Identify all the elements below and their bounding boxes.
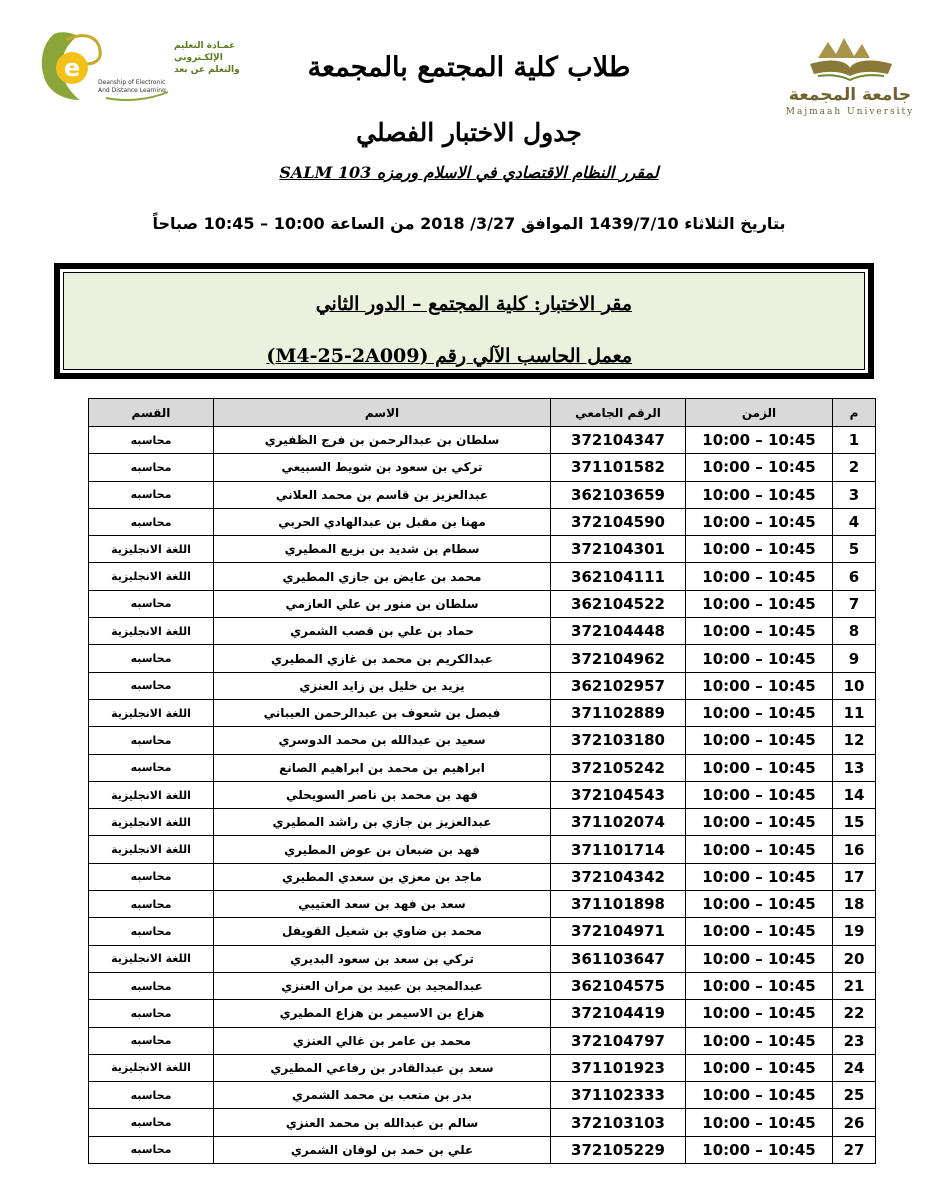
cell-name: علي بن حمد بن لوفان الشمري	[214, 1136, 551, 1163]
header-name: الاسم	[214, 399, 551, 427]
cell-name: محمد بن عايض بن جازي المطيري	[214, 563, 551, 590]
venue-box	[54, 263, 874, 379]
cell-name: عبدالعزيز بن جازي بن راشد المطيري	[214, 809, 551, 836]
cell-no: 18	[833, 891, 876, 918]
cell-dept: اللغة الانجليزية	[89, 618, 214, 645]
cell-dept: محاسبه	[89, 1027, 214, 1054]
cell-no: 22	[833, 1000, 876, 1027]
cell-no: 23	[833, 1027, 876, 1054]
venue-inner	[63, 272, 865, 370]
cell-dept: محاسبه	[89, 672, 214, 699]
cell-dept: محاسبه	[89, 1082, 214, 1109]
cell-no: 12	[833, 727, 876, 754]
table-row	[89, 508, 876, 535]
cell-id: 372104301	[551, 536, 686, 563]
cell-name: تركي بن سعود بن شويط السبيعي	[214, 454, 551, 481]
cell-name: سعد بن فهد بن سعد العتيبي	[214, 891, 551, 918]
cell-id: 372104419	[551, 1000, 686, 1027]
cell-time: 10:00 – 10:45	[686, 536, 833, 563]
header-id: الرقم الجامعي	[551, 399, 686, 427]
cell-no: 2	[833, 454, 876, 481]
cell-time: 10:00 – 10:45	[686, 454, 833, 481]
cell-time: 10:00 – 10:45	[686, 481, 833, 508]
cell-time: 10:00 – 10:45	[686, 508, 833, 535]
cell-time: 10:00 – 10:45	[686, 672, 833, 699]
svg-text:جامعة المجمعة: جامعة المجمعة	[788, 85, 912, 105]
table-row	[89, 672, 876, 699]
cell-time: 10:00 – 10:45	[686, 754, 833, 781]
cell-id: 362103659	[551, 481, 686, 508]
table-row	[89, 945, 876, 972]
cell-name: يزيد بن خليل بن زايد العنزي	[214, 672, 551, 699]
date-line: بتاريخ الثلاثاء 1439/7/10 الموافق 3/27/ 2018 من الساعة 10:00 – 10:45 صباحاً	[152, 214, 786, 233]
cell-name: ابراهيم بن محمد بن ابراهيم الصانع	[214, 754, 551, 781]
cell-id: 362104522	[551, 590, 686, 617]
cell-no: 14	[833, 781, 876, 808]
cell-name: محمد بن عامر بن غالي العنزي	[214, 1027, 551, 1054]
cell-name: محمد بن ضاوي بن شعيل القويفل	[214, 918, 551, 945]
table-body	[89, 427, 876, 1164]
cell-dept: اللغة الانجليزية	[89, 945, 214, 972]
table-row	[89, 454, 876, 481]
table-row	[89, 563, 876, 590]
cell-dept: محاسبه	[89, 481, 214, 508]
cell-no: 1	[833, 427, 876, 454]
cell-dept: محاسبه	[89, 1109, 214, 1136]
cell-time: 10:00 – 10:45	[686, 1054, 833, 1081]
cell-dept: اللغة الانجليزية	[89, 781, 214, 808]
svg-text:والتعلم عن بعد: والتعلم عن بعد	[174, 65, 240, 75]
cell-time: 10:00 – 10:45	[686, 781, 833, 808]
cell-no: 10	[833, 672, 876, 699]
cell-time: 10:00 – 10:45	[686, 1082, 833, 1109]
cell-no: 25	[833, 1082, 876, 1109]
cell-time: 10:00 – 10:45	[686, 727, 833, 754]
cell-no: 21	[833, 972, 876, 999]
svg-text:Deanship of Electronic: Deanship of Electronic	[98, 79, 166, 86]
cell-time: 10:00 – 10:45	[686, 809, 833, 836]
cell-time: 10:00 – 10:45	[686, 427, 833, 454]
table-row	[89, 754, 876, 781]
cell-name: ماجد بن معزي بن سعدي المطيري	[214, 863, 551, 890]
table-row	[89, 645, 876, 672]
course-line: لمقرر النظام الاقتصادي في الاسلام ورمزه SALM 103	[279, 163, 659, 182]
cell-time: 10:00 – 10:45	[686, 1109, 833, 1136]
cell-no: 8	[833, 618, 876, 645]
cell-name: عبدالعزيز بن قاسم بن محمد العلاني	[214, 481, 551, 508]
cell-dept: محاسبه	[89, 1000, 214, 1027]
cell-no: 7	[833, 590, 876, 617]
cell-id: 372103103	[551, 1109, 686, 1136]
cell-no: 6	[833, 563, 876, 590]
cell-no: 19	[833, 918, 876, 945]
cell-dept: محاسبه	[89, 645, 214, 672]
cell-time: 10:00 – 10:45	[686, 1027, 833, 1054]
cell-id: 362102957	[551, 672, 686, 699]
cell-name: سالم بن عبدالله بن محمد العنزي	[214, 1109, 551, 1136]
cell-dept: محاسبه	[89, 754, 214, 781]
cell-id: 372103180	[551, 727, 686, 754]
cell-dept: محاسبه	[89, 1136, 214, 1163]
cell-dept: محاسبه	[89, 891, 214, 918]
cell-id: 371101923	[551, 1054, 686, 1081]
cell-dept: اللغة الانجليزية	[89, 809, 214, 836]
cell-no: 27	[833, 1136, 876, 1163]
cell-no: 9	[833, 645, 876, 672]
cell-time: 10:00 – 10:45	[686, 1136, 833, 1163]
table-row	[89, 590, 876, 617]
cell-id: 371101714	[551, 836, 686, 863]
table-row	[89, 727, 876, 754]
cell-id: 372105229	[551, 1136, 686, 1163]
cell-name: عبدالمجيد بن عبيد بن مران العنزي	[214, 972, 551, 999]
cell-no: 15	[833, 809, 876, 836]
cell-dept: محاسبه	[89, 427, 214, 454]
cell-no: 5	[833, 536, 876, 563]
table-row	[89, 536, 876, 563]
cell-name: فهد بن ضبعان بن عوض المطيري	[214, 836, 551, 863]
cell-name: سطام بن شديد بن بزيع المطيري	[214, 536, 551, 563]
cell-dept: اللغة الانجليزية	[89, 536, 214, 563]
cell-id: 362104575	[551, 972, 686, 999]
cell-dept: محاسبه	[89, 508, 214, 535]
cell-time: 10:00 – 10:45	[686, 1000, 833, 1027]
cell-name: فهد بن محمد بن ناصر السويحلي	[214, 781, 551, 808]
table-row	[89, 972, 876, 999]
cell-time: 10:00 – 10:45	[686, 945, 833, 972]
cell-name: سلطان بن عبدالرحمن بن فرج الظفيري	[214, 427, 551, 454]
cell-dept: محاسبه	[89, 454, 214, 481]
cell-no: 3	[833, 481, 876, 508]
cell-name: مهنا بن مقبل بن عبدالهادي الحربي	[214, 508, 551, 535]
cell-name: سعد بن عبدالقادر بن رفاعي المطيري	[214, 1054, 551, 1081]
cell-id: 372105242	[551, 754, 686, 781]
student-table	[88, 398, 876, 1164]
venue-location: مقر الاختبار: كلية المجتمع – الدور الثاني	[315, 293, 632, 315]
cell-time: 10:00 – 10:45	[686, 699, 833, 726]
svg-text:الإلكـتروني: الإلكـتروني	[174, 53, 223, 63]
cell-id: 371102074	[551, 809, 686, 836]
header-dept: القسم	[89, 399, 214, 427]
cell-time: 10:00 – 10:45	[686, 918, 833, 945]
table-row	[89, 1054, 876, 1081]
table-row	[89, 1082, 876, 1109]
cell-id: 372104342	[551, 863, 686, 890]
cell-dept: اللغة الانجليزية	[89, 563, 214, 590]
cell-id: 372104347	[551, 427, 686, 454]
venue-lab: معمل الحاسب الآلي رقم (M4-25-2A009)	[266, 345, 632, 367]
cell-time: 10:00 – 10:45	[686, 863, 833, 890]
cell-dept: محاسبه	[89, 918, 214, 945]
schedule-title: جدول الاختبار الفصلي	[356, 118, 582, 147]
cell-name: حماد بن علي بن قصب الشمري	[214, 618, 551, 645]
cell-id: 361103647	[551, 945, 686, 972]
cell-dept: محاسبه	[89, 590, 214, 617]
cell-id: 372104962	[551, 645, 686, 672]
cell-name: سلطان بن منور بن علي العازمي	[214, 590, 551, 617]
cell-id: 371101898	[551, 891, 686, 918]
table-row	[89, 809, 876, 836]
header-time: الزمن	[686, 399, 833, 427]
svg-text:And Distance Learning: And Distance Learning	[98, 87, 166, 94]
table-row	[89, 891, 876, 918]
cell-name: عبدالكريم بن محمد بن غازي المطيري	[214, 645, 551, 672]
cell-id: 362104111	[551, 563, 686, 590]
cell-time: 10:00 – 10:45	[686, 836, 833, 863]
cell-no: 16	[833, 836, 876, 863]
cell-id: 372104971	[551, 918, 686, 945]
svg-text:عمـادة التعليم: عمـادة التعليم	[174, 41, 236, 51]
cell-name: فيصل بن شعوف بن عبدالرحمن العيباني	[214, 699, 551, 726]
table-row	[89, 1027, 876, 1054]
cell-dept: اللغة الانجليزية	[89, 699, 214, 726]
cell-name: تركي بن سعد بن سعود البديري	[214, 945, 551, 972]
cell-no: 13	[833, 754, 876, 781]
cell-id: 372104448	[551, 618, 686, 645]
table-row	[89, 781, 876, 808]
cell-dept: محاسبه	[89, 863, 214, 890]
table-row	[89, 1109, 876, 1136]
cell-no: 26	[833, 1109, 876, 1136]
table-row	[89, 918, 876, 945]
cell-no: 24	[833, 1054, 876, 1081]
page-title: طلاب كلية المجتمع بالمجمعة	[307, 52, 631, 83]
cell-name: بدر بن متعب بن محمد الشمري	[214, 1082, 551, 1109]
table-row	[89, 427, 876, 454]
cell-name: سعيد بن عبدالله بن محمد الدوسري	[214, 727, 551, 754]
cell-id: 371102333	[551, 1082, 686, 1109]
cell-dept: محاسبه	[89, 727, 214, 754]
cell-name: هزاع بن الاسيمر بن هزاع المطيري	[214, 1000, 551, 1027]
cell-id: 372104543	[551, 781, 686, 808]
svg-text:e: e	[63, 54, 81, 82]
cell-id: 372104590	[551, 508, 686, 535]
cell-time: 10:00 – 10:45	[686, 590, 833, 617]
cell-dept: محاسبه	[89, 972, 214, 999]
table-row	[89, 699, 876, 726]
cell-time: 10:00 – 10:45	[686, 645, 833, 672]
table-row	[89, 481, 876, 508]
cell-id: 371102889	[551, 699, 686, 726]
cell-time: 10:00 – 10:45	[686, 618, 833, 645]
cell-time: 10:00 – 10:45	[686, 972, 833, 999]
header-no: م	[833, 399, 876, 427]
table-row	[89, 863, 876, 890]
cell-time: 10:00 – 10:45	[686, 891, 833, 918]
cell-no: 4	[833, 508, 876, 535]
cell-no: 11	[833, 699, 876, 726]
table-row	[89, 836, 876, 863]
cell-no: 17	[833, 863, 876, 890]
table-row	[89, 1136, 876, 1163]
cell-no: 20	[833, 945, 876, 972]
table-header-row	[89, 399, 876, 427]
svg-text:Majmaah University: Majmaah University	[785, 107, 915, 117]
table-row	[89, 618, 876, 645]
cell-id: 372104797	[551, 1027, 686, 1054]
cell-id: 371101582	[551, 454, 686, 481]
cell-time: 10:00 – 10:45	[686, 563, 833, 590]
cell-dept: اللغة الانجليزية	[89, 836, 214, 863]
cell-dept: اللغة الانجليزية	[89, 1054, 214, 1081]
table-row	[89, 1000, 876, 1027]
